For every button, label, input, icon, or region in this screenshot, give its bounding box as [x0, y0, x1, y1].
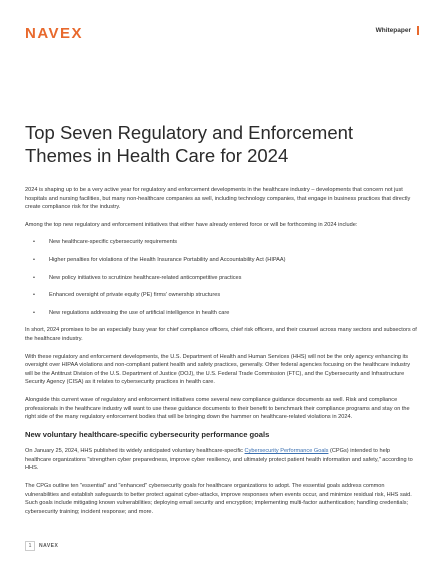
themes-list	[25, 238, 417, 317]
list-item: • Enhanced oversight of private equity (PE) firms' ownership structures	[33, 292, 221, 299]
list-item: • Higher penalties for violations of the Health Insurance Portability and Accountability Act (HIPAA)	[33, 256, 286, 263]
page-number: 1	[25, 541, 35, 551]
list-item: • New policy initiatives to scrutinize healthcare-related anticompetitive practices	[33, 274, 242, 281]
bullet-icon: •	[33, 292, 35, 299]
list-item: • New regulations addressing the use of artificial intelligence in health care	[33, 309, 230, 316]
agencies-paragraph: With these regulatory and enforcement developments, the U.S. Department of Health and Human Services (HHS) will not be the only agency enhancing its oversight over HIPAA violations and non-compliant patient health and safety practices, generally. Other federal agencies focusing on the healthcare industry will be the Antitrust Division of the U.S. Department of Justice (DOJ), the U.S. Federal Trade Commission (FTC), and the Cybersecurity and Infrastructure Security Agency (CISA) as it relates to cybersecurity practices in health care.	[25, 353, 411, 386]
bullet-icon: •	[33, 239, 35, 246]
document-body	[25, 186, 417, 525]
document-title: Top Seven Regulatory and Enforcement Themes in Health Care for 2024	[25, 122, 354, 166]
document-type-label: Whitepaper	[375, 27, 411, 34]
cpg-link[interactable]: Cybersecurity Performance Goals	[244, 448, 329, 455]
bullet-icon: •	[33, 256, 35, 263]
bullet-icon: •	[33, 309, 35, 316]
list-intro-paragraph: Among the top new regulatory and enforcement initiatives that either have already entered force or will be forthcoming in 2024 include:	[25, 221, 358, 228]
section-heading: New voluntary healthcare-specific cybersecurity performance goals	[25, 429, 270, 439]
bullet-icon: •	[33, 274, 35, 281]
summary-paragraph: In short, 2024 promises to be an especially busy year for chief compliance officers, chief risk officers, and their counsel across many sectors and subsectors of the healthcare industry.	[25, 327, 417, 342]
cpg-goals-paragraph: The CPGs outline ten "essential" and "enhanced" cybersecurity goals for healthcare organizations to adopt. The essential goals address common vulnerabilities and establish safeguards to better protect against cyber-attacks, improve responses when events occur, and minimize residual risk, HHS said. Such goals include mitigating known vulnerabilities; deploying email security and encryption; implementing multi-factor authentication; handling credentials; cybersecurity training; incident response; and more.	[25, 483, 412, 515]
footer-logo: NAVEX	[39, 543, 59, 549]
page-footer	[25, 542, 58, 550]
guidance-paragraph: Alongside this current wave of regulatory and enforcement initiatives come several new compliance guidance documents as well. Risk and compliance professionals in the healthcare industry will want to use these guidance documents to their benefit to benchmark their compliance programs and stay on the right side of the many regulatory enforcement bodies that will be bringing down the hammer on healthcare-related violations in 2024.	[25, 396, 410, 421]
accent-bar	[417, 26, 419, 35]
page-header	[0, 0, 443, 50]
cpg-paragraph: On January 25, 2024, HHS published its widely anticipated voluntary healthcare-specific Cybersecurity Performance Goals (CPGs) intended to help healthcare organizations "strengthen cyber preparedness, improve cyber resiliency, and ultimately protect patient health information and safety," according to HHS.	[25, 448, 413, 472]
navex-logo: NAVEX	[25, 25, 84, 42]
intro-paragraph: 2024 is shaping up to be a very active year for regulatory and enforcement developments in the healthcare industry – developments that concern not just hospitals and nursing facilities, but many non-healthcare companies as well, including technology companies, that engage in business practices that directly create compliance risk for the industry.	[25, 187, 411, 211]
list-item: • New healthcare-specific cybersecurity requirements	[33, 239, 178, 246]
